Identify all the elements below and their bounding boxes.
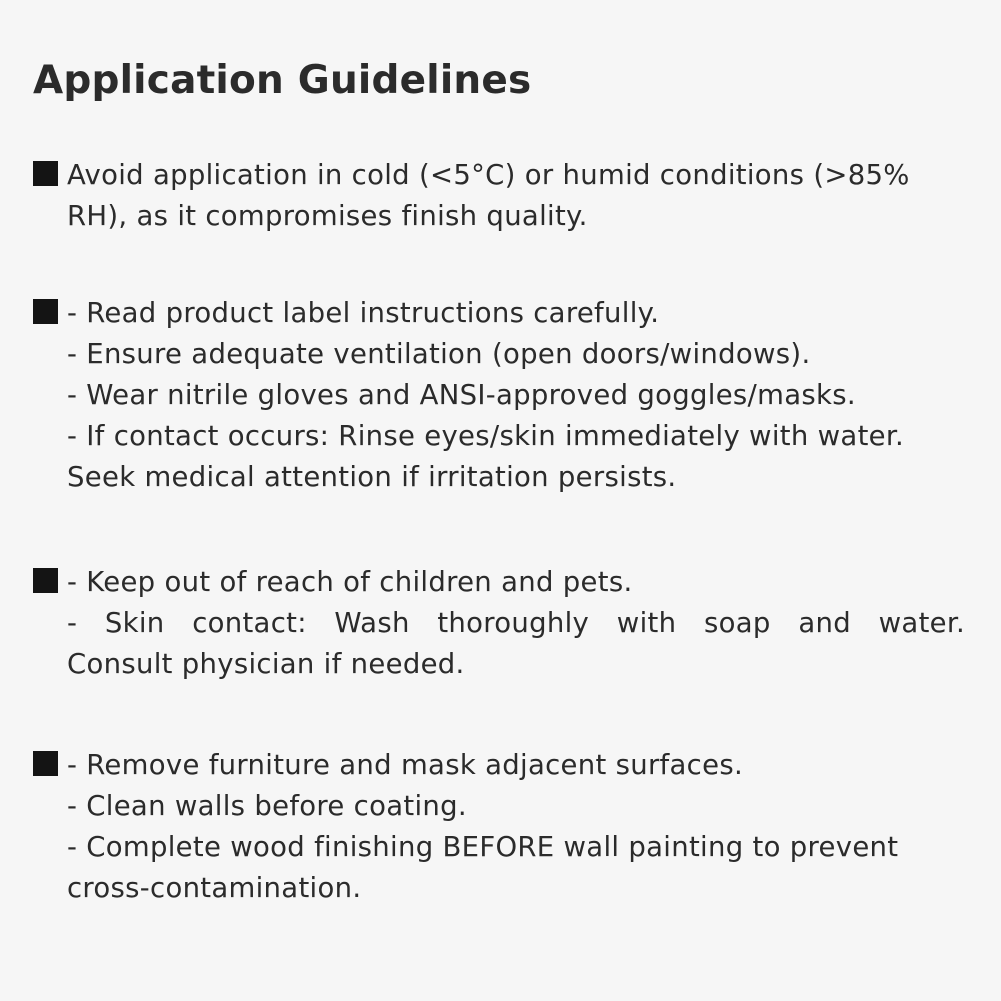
guideline-text	[67, 155, 965, 237]
guideline-line: - If contact occurs: Rinse eyes/skin immediately with water.	[67, 420, 905, 452]
guideline-line: Avoid application in cold (<5°C) or humid conditions (>85%	[67, 159, 910, 191]
guideline-text	[67, 293, 965, 498]
guideline-line: Consult physician if needed.	[67, 648, 465, 680]
page-title: Application Guidelines	[33, 58, 532, 103]
guideline-line: - Clean walls before coating.	[67, 790, 467, 822]
guideline-line: RH), as it compromises finish quality.	[67, 200, 588, 232]
guideline-line: cross-contamination.	[67, 872, 362, 904]
guideline-line: - Wear nitrile gloves and ANSI-approved goggles/masks.	[67, 379, 856, 411]
guideline-line: - Complete wood finishing BEFORE wall painting to prevent	[67, 831, 899, 863]
black-square-bullet-icon	[33, 568, 58, 593]
guideline-text	[67, 562, 965, 685]
guideline-line: - Remove furniture and mask adjacent surfaces.	[67, 749, 743, 781]
guideline-line: - Read product label instructions carefully.	[67, 297, 660, 329]
guideline-text	[67, 745, 965, 909]
black-square-bullet-icon	[33, 751, 58, 776]
guideline-line: - Keep out of reach of children and pets.	[67, 566, 633, 598]
guideline-line: - Skin contact: Wash thoroughly with soap and water.	[67, 607, 965, 639]
black-square-bullet-icon	[33, 161, 58, 186]
black-square-bullet-icon	[33, 299, 58, 324]
guideline-line: - Ensure adequate ventilation (open doors/windows).	[67, 338, 811, 370]
guideline-line: Seek medical attention if irritation persists.	[67, 461, 677, 493]
